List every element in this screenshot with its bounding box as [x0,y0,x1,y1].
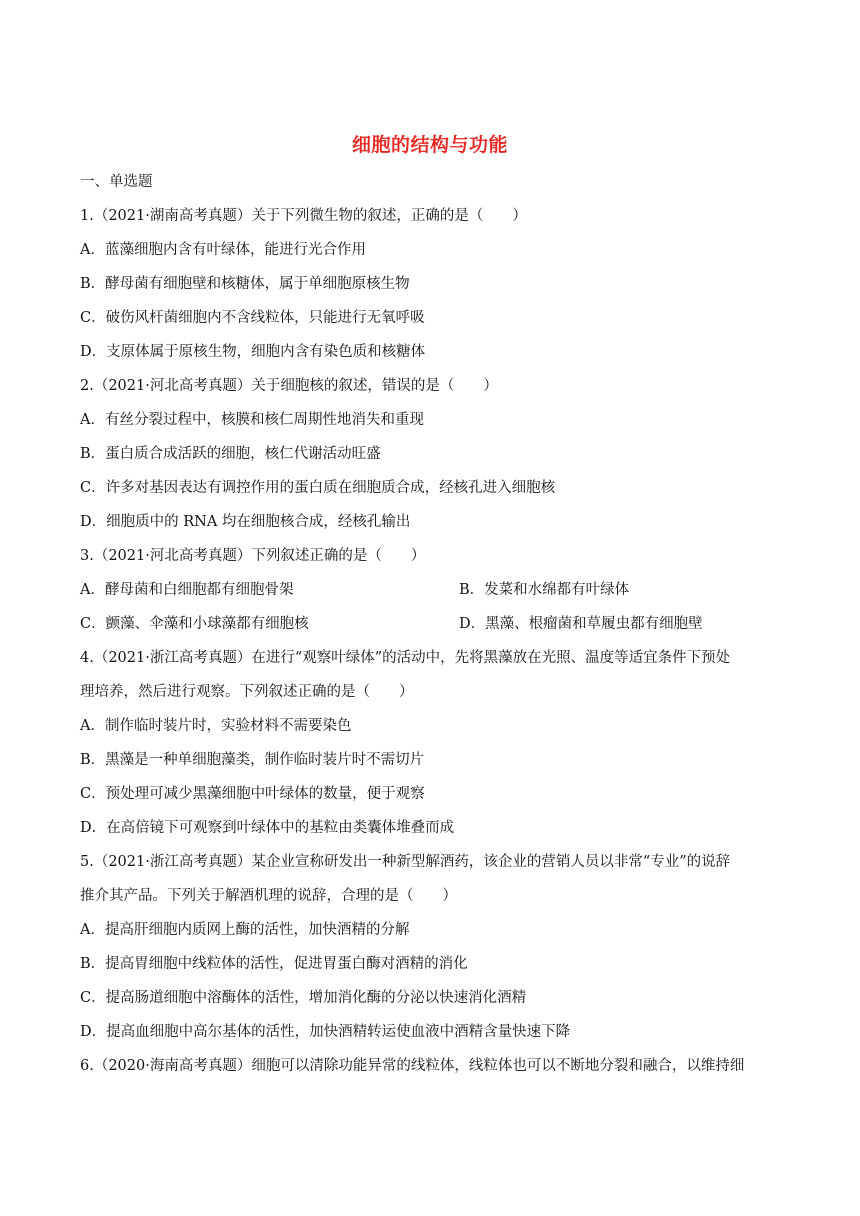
document-title: 细胞的结构与功能 [351,134,508,156]
question-6: 6.（2020·海南高考真题）细胞可以清除功能异常的线粒体，线粒体也可以不断地分裂和融合，以维持细 [80,1058,745,1074]
question-4-option-c: C．预处理可减少黑藻细胞中叶绿体的数量，便于观察 [80,786,425,802]
question-2: 2.（2021·河北高考真题）关于细胞核的叙述，错误的是（ ） [80,378,498,394]
question-2-option-a: A．有丝分裂过程中，核膜和核仁周期性地消失和重现 [80,412,424,428]
question-2-option-d: D．细胞质中的 RNA 均在细胞核合成，经核孔输出 [80,514,411,530]
question-3: 3.（2021·河北高考真题）下列叙述正确的是（ ） [80,548,426,564]
question-4-continued: 理培养，然后进行观察。下列叙述正确的是（ ） [80,684,414,700]
question-4-option-b: B．黑藻是一种单细胞藻类，制作临时装片时不需切片 [80,752,425,768]
question-3-options-row-2 [80,614,703,634]
question-4-option-a: A．制作临时装片时，实验材料不需要染色 [80,718,352,734]
question-4: 4.（2021·浙江高考真题）在进行“观察叶绿体”的活动中，先将黑藻放在光照、温度等适宜条件下预处 [80,650,731,666]
question-3-option-d: D．黑藻、根瘤菌和草履虫都有细胞壁 [459,616,703,632]
question-5-option-d: D．提高血细胞中高尔基体的活性，加快酒精转运使血液中酒精含量快速下降 [80,1024,571,1040]
question-1-option-c: C．破伤风杆菌细胞内不含线粒体，只能进行无氧呼吸 [80,310,425,326]
question-5-continued: 推介其产品。下列关于解酒机理的说辞，合理的是（ ） [80,888,457,904]
question-3-option-c: C．颤藻、伞藻和小球藻都有细胞核 [80,616,309,632]
question-2-option-b: B．蛋白质合成活跃的细胞，核仁代谢活动旺盛 [80,446,381,462]
question-5-option-c: C．提高肠道细胞中溶酶体的活性，增加消化酶的分泌以快速消化酒精 [80,990,527,1006]
question-1-option-b: B．酵母菌有细胞壁和核糖体，属于单细胞原核生物 [80,276,410,292]
question-2-option-c: C．许多对基因表达有调控作用的蛋白质在细胞质合成，经核孔进入细胞核 [80,480,556,496]
question-1-option-a: A．蓝藻细胞内含有叶绿体，能进行光合作用 [80,242,366,258]
question-5: 5.（2021·浙江高考真题）某企业宣称研发出一种新型解酒药，该企业的营销人员以非常“专业”的说辞 [80,854,731,870]
question-5-option-b: B．提高胃细胞中线粒体的活性，促进胃蛋白酶对酒精的消化 [80,956,468,972]
question-3-option-b: B．发菜和水绵都有叶绿体 [459,582,630,598]
question-1-option-d: D．支原体属于原核生物，细胞内含有染色质和核糖体 [80,344,426,360]
question-4-option-d: D．在高倍镜下可观察到叶绿体中的基粒由类囊体堆叠而成 [80,820,455,836]
question-3-options-row-1 [80,580,630,600]
section-heading: 一、单选题 [80,174,153,190]
question-1: 1.（2021·湖南高考真题）关于下列微生物的叙述，正确的是（ ） [80,208,527,224]
question-3-option-a: A．酵母菌和白细胞都有细胞骨架 [80,582,294,598]
question-5-option-a: A．提高肝细胞内质网上酶的活性，加快酒精的分解 [80,922,410,938]
